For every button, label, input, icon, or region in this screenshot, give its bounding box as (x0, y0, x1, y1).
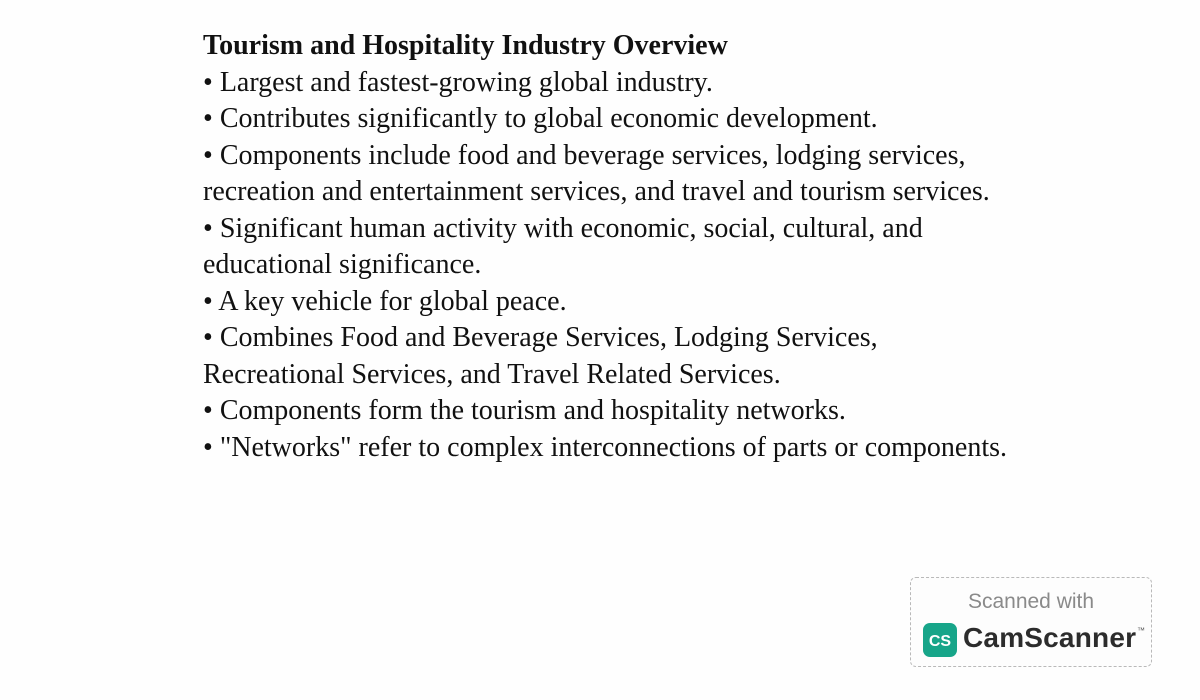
document-title: Tourism and Hospitality Industry Overview (203, 30, 728, 61)
bullet-item (203, 138, 1023, 211)
bullet-item (203, 284, 1023, 321)
trademark-symbol: ™ (1137, 626, 1145, 635)
bullet-text: "Networks" refer to complex interconnections of parts or components. (219, 431, 1007, 463)
camscanner-watermark (910, 577, 1152, 667)
bullet-item (203, 211, 1023, 284)
bullet-text: Combines Food and Beverage Services, Lodging Services, Recreational Services, and Travel Related Services. (203, 322, 878, 390)
bullet-item (203, 101, 1023, 138)
bullet-glyph: • (203, 395, 213, 426)
watermark-caption: Scanned with (967, 590, 1095, 613)
bullet-text: A key vehicle for global peace. (218, 285, 567, 317)
bullet-text: Components include food and beverage services, lodging services, recreation and entertainment services, and travel and tourism services. (203, 139, 990, 207)
bullet-list (203, 65, 1023, 467)
bullet-item (203, 430, 1023, 467)
bullet-item (203, 393, 1023, 430)
bullet-glyph: • (203, 139, 213, 171)
watermark-brand: CamScanner (963, 622, 1137, 653)
bullet-item (203, 320, 1023, 393)
bullet-text: Largest and fastest-growing global industry. (219, 66, 713, 98)
bullet-glyph: • (203, 431, 213, 463)
bullet-text: Components form the tourism and hospitality networks. (219, 395, 846, 426)
bullet-glyph: • (203, 212, 213, 244)
bullet-text: Contributes significantly to global economic development. (219, 103, 878, 134)
bullet-glyph: • (203, 322, 213, 353)
bullet-glyph: • (203, 285, 213, 317)
logo-text: CS (928, 633, 952, 650)
camscanner-logo-icon (923, 623, 957, 657)
bullet-item (203, 65, 1023, 102)
bullet-glyph: • (203, 66, 213, 98)
bullet-text: Significant human activity with economic, social, cultural, and educational significance. (203, 212, 923, 280)
document-body (203, 28, 1023, 466)
bullet-glyph: • (203, 103, 213, 134)
